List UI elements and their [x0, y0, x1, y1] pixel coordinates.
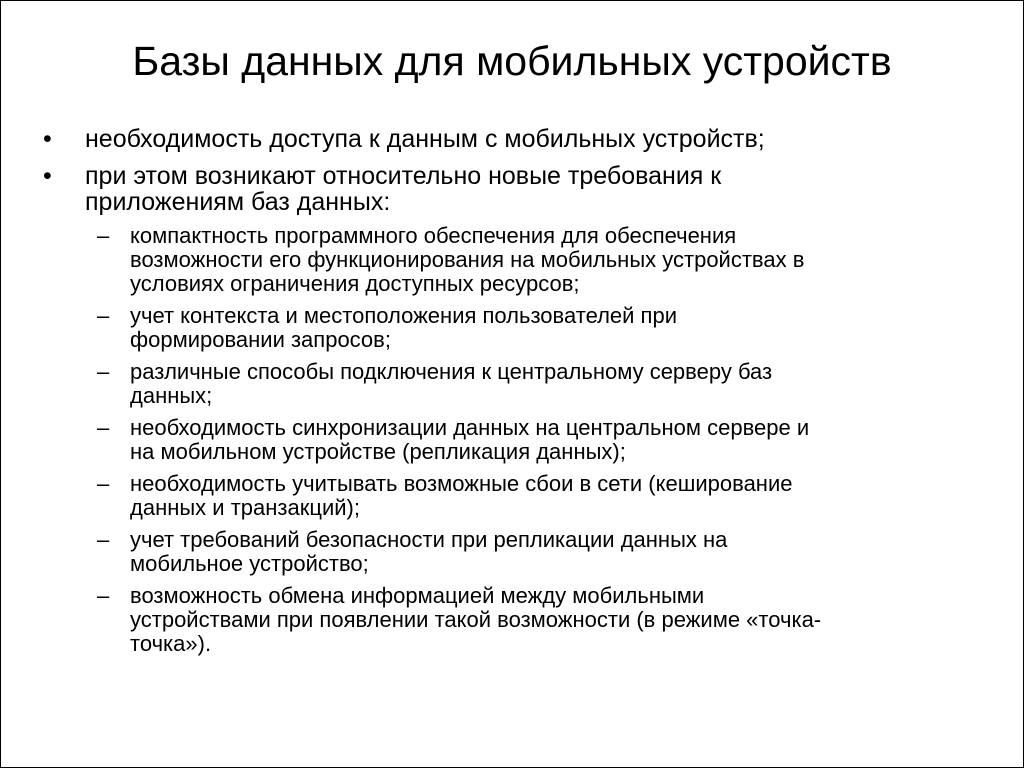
bullet-marker: •	[43, 125, 52, 153]
bullet-item	[1, 126, 1023, 152]
bullet-item	[1, 163, 1023, 656]
bullet-list	[1, 126, 1023, 664]
dash-marker: –	[97, 527, 110, 552]
bullet-marker: •	[43, 162, 52, 190]
sub-bullet-line: возможность обмена информацией между мобильными	[130, 583, 705, 608]
dash-marker: –	[97, 415, 110, 440]
sub-bullet-line: возможности его функционирования на мобильных устройствах в	[130, 247, 805, 272]
sub-bullet-line: формировании запросов;	[130, 327, 391, 352]
bullet-line: при этом возникают относительно новые требования к	[85, 162, 722, 190]
sub-bullet-item	[1, 304, 1023, 352]
dash-marker: –	[97, 303, 110, 328]
sub-bullet-line: учет требований безопасности при репликации данных на	[130, 527, 728, 552]
sub-bullet-line: условиях ограничения доступных ресурсов;	[130, 271, 580, 296]
bullet-line: приложениям баз данных:	[85, 188, 391, 216]
sub-bullet-line: мобильное устройство;	[130, 551, 369, 576]
sub-bullet-item	[1, 360, 1023, 408]
sub-bullet-line: точка»).	[130, 631, 212, 656]
sub-bullet-line: учет контекста и местоположения пользователей при	[130, 303, 677, 328]
sub-bullet-item	[1, 472, 1023, 520]
sub-bullet-line: компактность программного обеспечения для обеспечения	[130, 223, 737, 248]
sub-bullet-line: устройствами при появлении такой возможности (в режиме «точка-	[130, 607, 822, 632]
dash-marker: –	[97, 583, 110, 608]
sub-bullet-line: необходимость учитывать возможные сбои в сети (кеширование	[130, 471, 793, 496]
dash-marker: –	[97, 359, 110, 384]
sub-bullet-item	[1, 416, 1023, 464]
sub-bullet-list	[1, 224, 1023, 656]
slide-title: Базы данных для мобильных устройств	[132, 38, 892, 84]
sub-bullet-line: на мобильном устройстве (репликация данных);	[130, 439, 626, 464]
dash-marker: –	[97, 223, 110, 248]
sub-bullet-line: данных;	[130, 383, 213, 408]
sub-bullet-item	[1, 584, 1023, 656]
sub-bullet-line: различные способы подключения к центральному серверу баз	[130, 359, 773, 384]
bullet-line: необходимость доступа к данным с мобильных устройств;	[85, 125, 765, 153]
sub-bullet-item	[1, 528, 1023, 576]
sub-bullet-line: необходимость синхронизации данных на центральном сервере и	[130, 415, 810, 440]
sub-bullet-line: данных и транзакций);	[130, 495, 360, 520]
dash-marker: –	[97, 471, 110, 496]
sub-bullet-item	[1, 224, 1023, 296]
